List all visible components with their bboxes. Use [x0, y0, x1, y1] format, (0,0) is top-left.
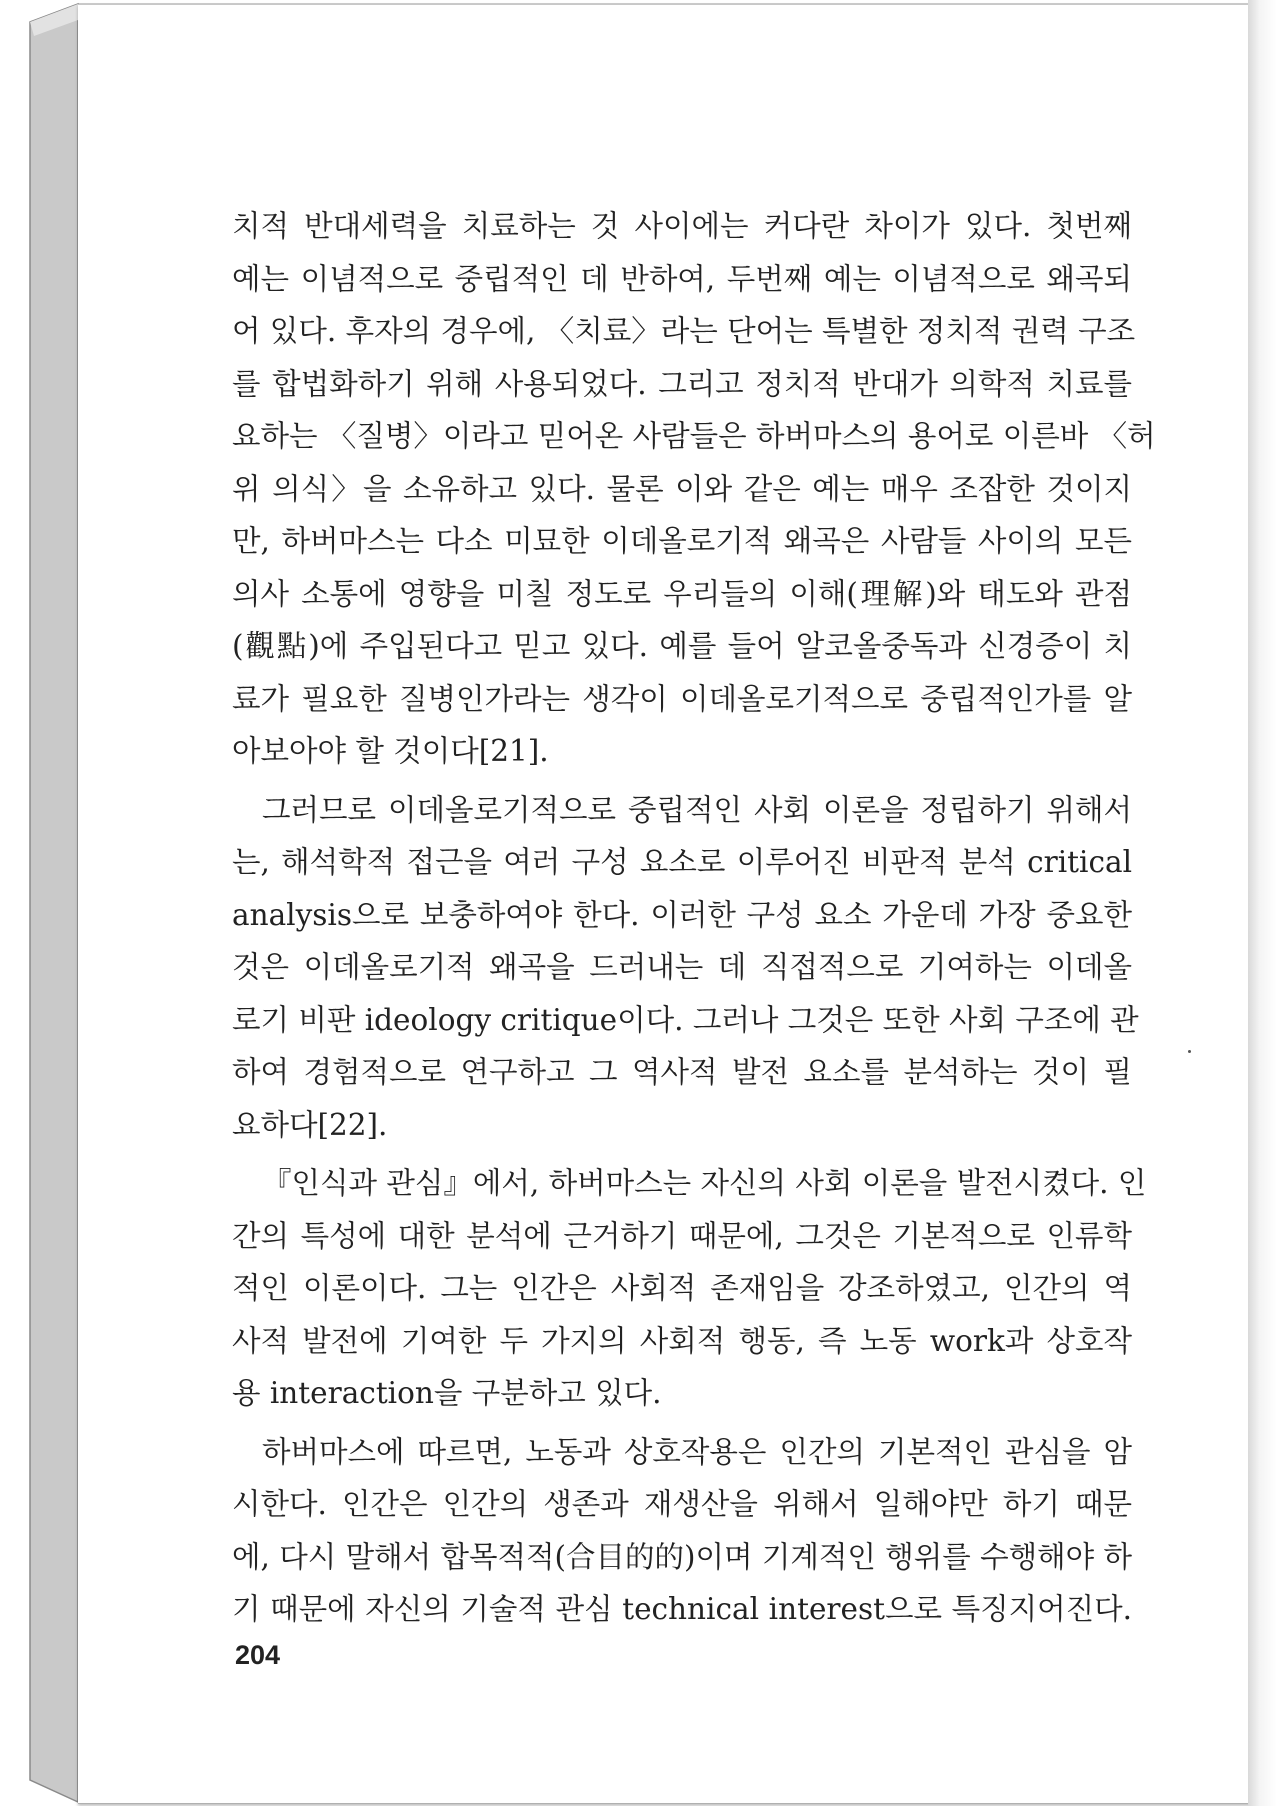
text-line: 요하는 〈질병〉이라고 믿어온 사람들은 하버마스의 용어로 이른바 〈허 — [232, 419, 1156, 453]
text-line: analysis으로 보충하여야 한다. 이러한 구성 요소 가운데 가장 중요한 — [232, 897, 1132, 932]
text-line: 아보아야 할 것이다[21]. — [232, 734, 549, 768]
text-line: 간의 특성에 대한 분석에 근거하기 때문에, 그것은 기본적으로 인류학 — [232, 1218, 1132, 1253]
text-line: 에, 다시 말해서 합목적적(合目的的)이며 기계적인 행위를 수행해야 하 — [232, 1539, 1132, 1574]
text-line: 위 의식〉을 소유하고 있다. 물론 이와 같은 예는 매우 조잡한 것이지 — [232, 471, 1132, 506]
text-line: 어 있다. 후자의 경우에, 〈치료〉라는 단어는 특별한 정치적 권력 구조 — [232, 314, 1136, 348]
text-line: 기 때문에 자신의 기술적 관심 technical interest으로 특징지어진다. — [232, 1592, 1132, 1626]
text-line: 예는 이념적으로 중립적인 데 반하여, 두번째 예는 이념적으로 왜곡되 — [232, 261, 1132, 296]
text-line: (觀點)에 주입된다고 믿고 있다. 예를 들어 알코올중독과 신경증이 치 — [232, 629, 1132, 663]
text-line: 요하다[22]. — [232, 1107, 388, 1142]
text-line: 용 interaction을 구분하고 있다. — [232, 1376, 662, 1410]
text-line: 의사 소통에 영향을 미칠 정도로 우리들의 이해(理解)와 태도와 관점 — [232, 576, 1132, 611]
text-line: 를 합법화하기 위해 사용되었다. 그리고 정치적 반대가 의학적 치료를 — [232, 366, 1132, 401]
text-line: 하버마스에 따르면, 노동과 상호작용은 인간의 기본적인 관심을 암 — [262, 1434, 1132, 1469]
text-line: 『인식과 관심』에서, 하버마스는 자신의 사회 이론을 발전시켰다. 인 — [262, 1166, 1147, 1200]
text-line: 그러므로 이데올로기적으로 중립적인 사회 이론을 정립하기 위해서 — [262, 792, 1132, 827]
paragraph-1 — [232, 200, 1156, 778]
text-line: 사적 발전에 기여한 두 가지의 사회적 행동, 즉 노동 work과 상호작 — [232, 1323, 1132, 1358]
text-line: 료가 필요한 질병인가라는 생각이 이데올로기적으로 중립적인가를 알 — [232, 681, 1132, 716]
text-line: 만, 하버마스는 다소 미묘한 이데올로기적 왜곡은 사람들 사이의 모든 — [232, 524, 1132, 558]
text-line: 는, 해석학적 접근을 여러 구성 요소로 이루어진 비판적 분석 critical — [232, 845, 1132, 879]
stray-mark — [1188, 1050, 1191, 1053]
page-number: 204 — [235, 1640, 281, 1670]
paragraph-3 — [232, 1157, 1147, 1420]
text-line: 로기 비판 ideology critique이다. 그러나 그것은 또한 사회 구조에 관 — [232, 1002, 1139, 1037]
body-text — [232, 200, 1156, 1642]
text-line: 치적 반대세력을 치료하는 것 사이에는 커다란 차이가 있다. 첫번째 — [232, 209, 1132, 243]
paragraph-2 — [232, 784, 1139, 1152]
paragraph-4 — [232, 1426, 1132, 1636]
page-edge-shadow — [1248, 0, 1277, 1806]
text-line: 적인 이론이다. 그는 인간은 사회적 존재임을 강조하였고, 인간의 역 — [232, 1271, 1132, 1305]
text-line: 하여 경험적으로 연구하고 그 역사적 발전 요소를 분석하는 것이 필 — [232, 1055, 1132, 1089]
text-line: 것은 이데올로기적 왜곡을 드러내는 데 직접적으로 기여하는 이데올 — [232, 950, 1132, 984]
text-line: 시한다. 인간은 인간의 생존과 재생산을 위해서 일해야만 하기 때문 — [232, 1487, 1132, 1521]
